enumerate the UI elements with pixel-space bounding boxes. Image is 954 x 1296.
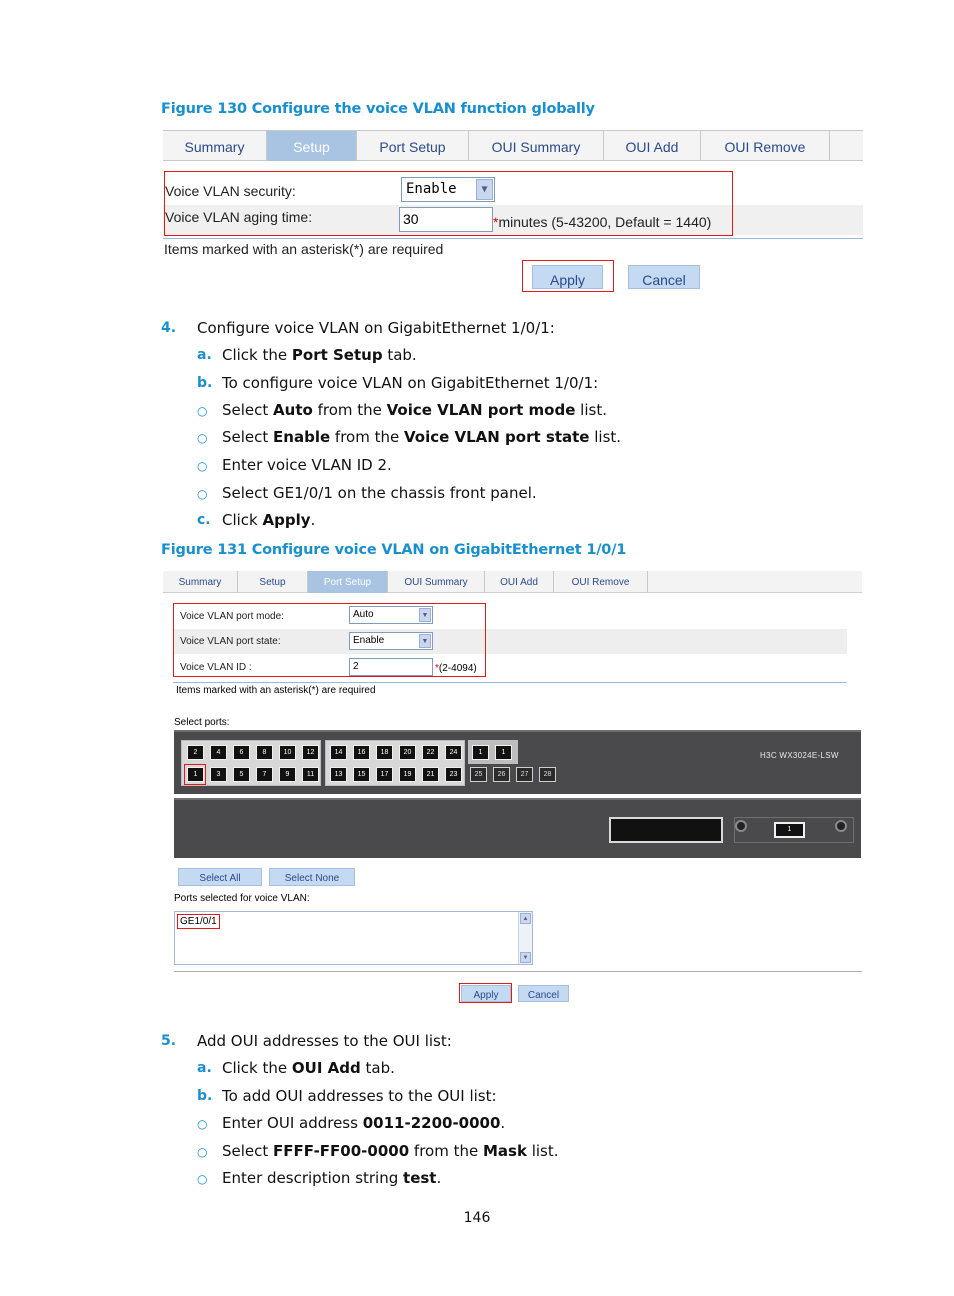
- step-5-text: Add OUI addresses to the OUI list:: [197, 1032, 452, 1050]
- port-21[interactable]: 21: [422, 767, 439, 782]
- selected-ports-textarea[interactable]: [174, 911, 533, 965]
- port-17[interactable]: 17: [376, 767, 393, 782]
- step-5a-text: Click the OUI Add tab.: [222, 1059, 395, 1077]
- cancel-button[interactable]: Cancel: [628, 265, 700, 289]
- port-4[interactable]: 4: [210, 745, 227, 760]
- port-9[interactable]: 9: [279, 767, 296, 782]
- aging-hint-text: minutes (5-43200, Default = 1440): [498, 214, 712, 230]
- cancel-button[interactable]: Cancel: [518, 985, 569, 1002]
- step-4a-letter: a.: [197, 347, 212, 363]
- step-5b-letter: b.: [197, 1088, 213, 1104]
- tab-setup[interactable]: Setup: [267, 131, 357, 161]
- aging-label: Voice VLAN aging time:: [165, 209, 313, 225]
- port-27[interactable]: 27: [516, 767, 533, 782]
- port-22[interactable]: 22: [422, 745, 439, 760]
- port-3[interactable]: 3: [210, 767, 227, 782]
- bullet-icon: ○: [197, 459, 208, 473]
- security-label: Voice VLAN security:: [165, 183, 296, 199]
- port-19[interactable]: 19: [399, 767, 416, 782]
- scroll-up-icon[interactable]: ▲: [520, 913, 531, 924]
- tab-oui-add[interactable]: OUI Add: [604, 131, 701, 161]
- step-5b-item-1: Enter OUI address 0011-2200-0000.: [222, 1114, 506, 1132]
- step-4b-item-1: Select Auto from the Voice VLAN port mode list.: [222, 401, 607, 419]
- tab-oui-summary[interactable]: OUI Summary: [469, 131, 604, 161]
- module-port-1[interactable]: 1: [774, 822, 805, 838]
- tab-port-setup[interactable]: Port Setup: [357, 131, 469, 161]
- chevron-down-icon: ▼: [476, 179, 493, 200]
- port-mode-value: Auto: [353, 609, 374, 620]
- step-4a-text: Click the Port Setup tab.: [222, 346, 417, 364]
- port-16[interactable]: 16: [353, 745, 370, 760]
- port-2[interactable]: 2: [187, 745, 204, 760]
- step-5-number: 5.: [161, 1033, 177, 1049]
- step-4b-item-2: Select Enable from the Voice VLAN port state list.: [222, 428, 622, 446]
- selected-port-entry: GE1/0/1: [177, 914, 220, 929]
- apply-button[interactable]: Apply: [532, 265, 603, 289]
- bullet-icon: ○: [197, 404, 208, 418]
- figure-130-caption: Figure 130 Configure the voice VLAN function globally: [161, 101, 595, 117]
- port-mode-label: Voice VLAN port mode:: [180, 611, 284, 622]
- tab-summary[interactable]: Summary: [163, 131, 267, 161]
- device-model-label: H3C WX3024E-LSW: [760, 751, 839, 760]
- port-13[interactable]: 13: [330, 767, 347, 782]
- tab-oui-remove[interactable]: OUI Remove: [701, 131, 830, 161]
- module-slot: [609, 817, 723, 843]
- port-15[interactable]: 15: [353, 767, 370, 782]
- chassis-module-panel: [174, 798, 861, 858]
- step-4b-item-4: Select GE1/0/1 on the chassis front panel.: [222, 484, 537, 502]
- port-11[interactable]: 11: [302, 767, 319, 782]
- port-1[interactable]: 1: [187, 767, 204, 782]
- step-4b-letter: b.: [197, 375, 213, 391]
- tab-oui-remove[interactable]: OUI Remove: [554, 571, 648, 593]
- port-state-value: Enable: [353, 635, 385, 646]
- divider: [174, 971, 862, 972]
- required-asterisk: *: [435, 663, 439, 674]
- port-state-label: Voice VLAN port state:: [180, 636, 281, 647]
- step-4b-item-3: Enter voice VLAN ID 2.: [222, 456, 392, 474]
- port-10[interactable]: 10: [279, 745, 296, 760]
- select-none-button[interactable]: Select None: [269, 868, 355, 886]
- tab-summary[interactable]: Summary: [163, 571, 238, 593]
- combo-port-top-2[interactable]: 1: [495, 745, 512, 760]
- required-note: Items marked with an asterisk(*) are required: [176, 685, 376, 696]
- highlight-settings-box: [173, 603, 486, 677]
- highlight-apply-box: [459, 983, 512, 1003]
- highlight-port-1-box: [184, 764, 206, 785]
- port-7[interactable]: 7: [256, 767, 273, 782]
- highlight-settings-box: [164, 171, 733, 236]
- vlan-id-label: Voice VLAN ID :: [180, 662, 252, 673]
- required-asterisk: *: [493, 214, 499, 230]
- bullet-icon: ○: [197, 487, 208, 501]
- textarea-scrollbar[interactable]: [518, 912, 532, 964]
- step-4c-text: Click Apply.: [222, 511, 316, 529]
- port-5[interactable]: 5: [233, 767, 250, 782]
- port-26[interactable]: 26: [493, 767, 510, 782]
- figure-131-tabbar: [163, 571, 862, 593]
- vlan-id-input[interactable]: 2: [349, 658, 433, 676]
- select-all-button[interactable]: Select All: [178, 868, 262, 886]
- port-25[interactable]: 25: [470, 767, 487, 782]
- figure-130-tabbar: [163, 130, 863, 161]
- port-28[interactable]: 28: [539, 767, 556, 782]
- scroll-down-icon[interactable]: ▼: [520, 952, 531, 963]
- tab-setup[interactable]: Setup: [238, 571, 308, 593]
- step-5b-item-2: Select FFFF-FF00-0000 from the Mask list.: [222, 1142, 559, 1160]
- port-8[interactable]: 8: [256, 745, 273, 760]
- tab-port-setup[interactable]: Port Setup: [308, 571, 388, 593]
- step-5b-item-3: Enter description string test.: [222, 1169, 442, 1187]
- divider: [173, 682, 847, 683]
- divider: [163, 238, 863, 239]
- port-14[interactable]: 14: [330, 745, 347, 760]
- port-12[interactable]: 12: [302, 745, 319, 760]
- page-number: 146: [463, 1210, 491, 1226]
- bullet-icon: ○: [197, 1172, 208, 1186]
- step-5b-text: To add OUI addresses to the OUI list:: [222, 1087, 497, 1105]
- bullet-icon: ○: [197, 431, 208, 445]
- step-4-number: 4.: [161, 320, 177, 336]
- port-6[interactable]: 6: [233, 745, 250, 760]
- bullet-icon: ○: [197, 1145, 208, 1159]
- aging-time-input[interactable]: 30: [399, 207, 493, 232]
- apply-button[interactable]: Apply: [461, 985, 511, 1002]
- port-24[interactable]: 24: [445, 745, 462, 760]
- screw-icon: [835, 820, 847, 832]
- chevron-down-icon: ▼: [419, 608, 431, 622]
- bullet-icon: ○: [197, 1117, 208, 1131]
- port-20[interactable]: 20: [399, 745, 416, 760]
- highlight-apply-box: [522, 260, 614, 292]
- chassis-front-panel: [174, 730, 861, 794]
- select-ports-label: Select ports:: [174, 717, 230, 728]
- tab-oui-summary[interactable]: OUI Summary: [388, 571, 485, 593]
- step-5a-letter: a.: [197, 1060, 212, 1076]
- combo-port-top-1[interactable]: 1: [472, 745, 489, 760]
- figure-131-caption: Figure 131 Configure voice VLAN on GigabitEthernet 1/0/1: [161, 542, 627, 558]
- vlan-id-hint: *(2-4094): [435, 663, 477, 674]
- port-18[interactable]: 18: [376, 745, 393, 760]
- port-23[interactable]: 23: [445, 767, 462, 782]
- step-4-text: Configure voice VLAN on GigabitEthernet 1/0/1:: [197, 319, 555, 337]
- tab-oui-add[interactable]: OUI Add: [485, 571, 554, 593]
- step-4b-text: To configure voice VLAN on GigabitEthernet 1/0/1:: [222, 374, 599, 392]
- security-select-value: Enable: [406, 181, 457, 197]
- required-note: Items marked with an asterisk(*) are required: [164, 241, 444, 257]
- screw-icon: [735, 820, 747, 832]
- selected-ports-label: Ports selected for voice VLAN:: [174, 893, 310, 904]
- chevron-down-icon: ▼: [419, 634, 431, 648]
- step-4c-letter: c.: [197, 512, 211, 528]
